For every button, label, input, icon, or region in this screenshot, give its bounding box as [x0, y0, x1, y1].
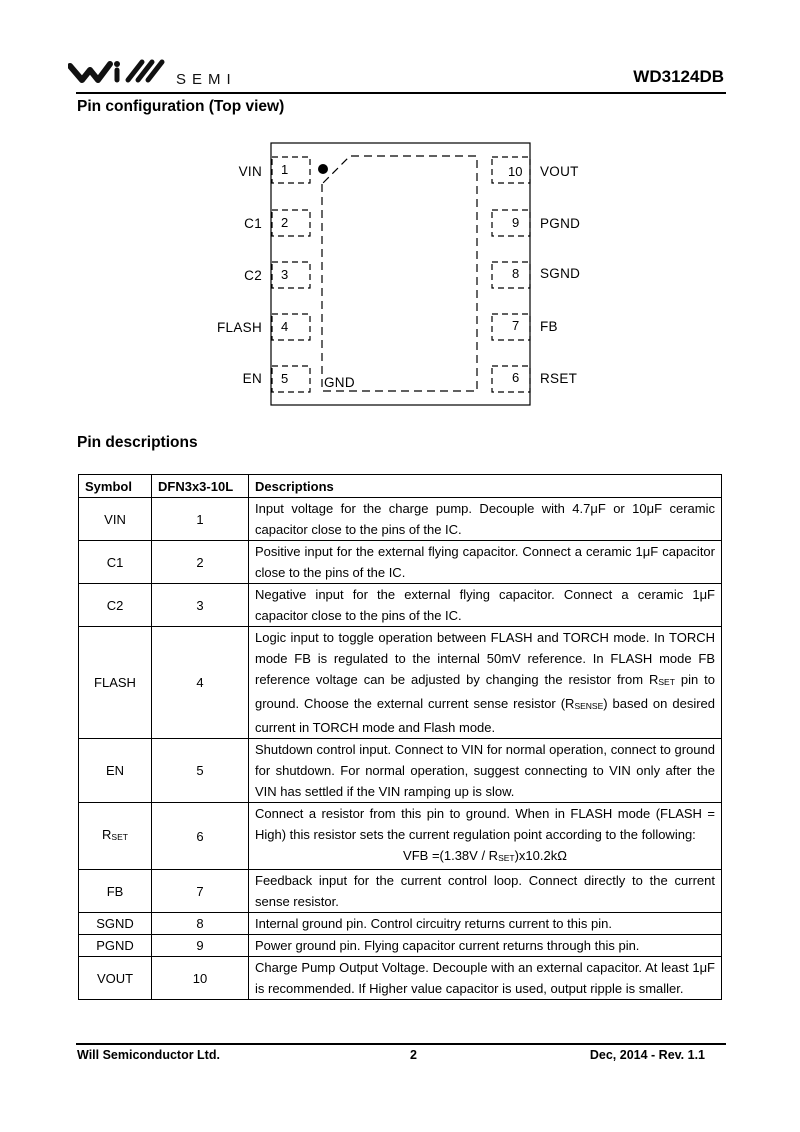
- cell-number: 2: [152, 541, 249, 584]
- pin-label-flash: FLASH: [216, 320, 262, 335]
- cell-description: [249, 803, 722, 870]
- table-row: [79, 935, 722, 957]
- cell-description: Power ground pin. Flying capacitor current returns through this pin.: [249, 935, 722, 957]
- pin-number-4: 4: [281, 319, 289, 334]
- pin-number-6: 6: [512, 370, 520, 385]
- header-descriptions: Descriptions: [249, 475, 722, 498]
- subscript: SET: [658, 677, 675, 687]
- desc-text: ) based on desired current in TORCH mode and Flash mode.: [255, 696, 715, 735]
- table-header-row: [79, 475, 722, 498]
- pin-description-table: [78, 474, 722, 1000]
- cell-number: 4: [152, 627, 249, 739]
- footer-company: Will Semiconductor Ltd.: [77, 1048, 220, 1062]
- cell-number: 3: [152, 584, 249, 627]
- desc-text: pin to ground. Choose the external current sense resistor (R: [255, 672, 715, 711]
- table-row: [79, 803, 722, 870]
- logo-mark-icon: [68, 58, 258, 88]
- pin-number-5: 5: [281, 371, 289, 386]
- pin-label-fb: FB: [540, 319, 558, 334]
- subscript: SET: [111, 832, 128, 842]
- cell-symbol: FLASH: [79, 627, 152, 739]
- cell-description: [249, 627, 722, 739]
- cell-number: 8: [152, 913, 249, 935]
- pin-number-7: 7: [512, 318, 520, 333]
- pin-label-vout: VOUT: [540, 164, 579, 179]
- cell-symbol: SGND: [79, 913, 152, 935]
- symbol-text: R: [102, 827, 112, 842]
- table-row: [79, 739, 722, 803]
- cell-symbol: [79, 803, 152, 870]
- pin-label-en: EN: [242, 371, 262, 386]
- cell-number: 5: [152, 739, 249, 803]
- pin-desc-title: Pin descriptions: [77, 434, 198, 451]
- cell-symbol: FB: [79, 870, 152, 913]
- logo-text: SEMI: [176, 71, 237, 88]
- pin-number-10: 10: [508, 164, 523, 179]
- footer-divider: [76, 1043, 726, 1045]
- cell-description: Input voltage for the charge pump. Decouple with 4.7μF or 10μF ceramic capacitor close to the pins of the IC.: [249, 498, 722, 541]
- cell-number: 6: [152, 803, 249, 870]
- pin-label-sgnd: SGND: [540, 266, 581, 281]
- table-row: [79, 913, 722, 935]
- cell-description: Internal ground pin. Control circuitry returns current to this pin.: [249, 913, 722, 935]
- pin-label-c2: C2: [244, 268, 262, 283]
- subscript: SET: [498, 853, 515, 863]
- header-divider: [76, 92, 726, 94]
- pin-number-9: 9: [512, 215, 520, 230]
- cell-number: 10: [152, 957, 249, 1000]
- pin-label-pgnd: PGND: [540, 216, 581, 231]
- cell-description: Feedback input for the current control loop. Connect directly to the current sense resistor.: [249, 870, 722, 913]
- formula-text: )x10.2kΩ: [514, 848, 567, 863]
- table-row: [79, 541, 722, 584]
- part-number: WD3124DB: [633, 67, 724, 86]
- table-row: [79, 957, 722, 1000]
- cell-symbol: EN: [79, 739, 152, 803]
- cell-symbol: VIN: [79, 498, 152, 541]
- table-row: [79, 498, 722, 541]
- pin-number-1: 1: [281, 162, 289, 177]
- table-row: [79, 870, 722, 913]
- desc-text: Connect a resistor from this pin to ground. When in FLASH mode (FLASH = High) this resistor sets the current regulation point according to the following:: [255, 806, 715, 842]
- footer-date-revision: Dec, 2014 - Rev. 1.1: [589, 1048, 705, 1062]
- pad-label-gnd: GND: [324, 375, 355, 390]
- formula: [255, 845, 715, 869]
- cell-symbol: C2: [79, 584, 152, 627]
- cell-symbol: PGND: [79, 935, 152, 957]
- formula-text: VFB =(1.38V / R: [403, 848, 499, 863]
- cell-description: Charge Pump Output Voltage. Decouple with an external capacitor. At least 1μF is recommended. If Higher value capacitor is used, output ripple is smaller.: [249, 957, 722, 1000]
- pin-number-3: 3: [281, 267, 289, 282]
- footer-page-number: 2: [410, 1048, 417, 1062]
- pin-label-vin: VIN: [238, 164, 262, 179]
- cell-symbol: VOUT: [79, 957, 152, 1000]
- pin-diagram: [200, 140, 600, 420]
- pin-number-2: 2: [281, 215, 289, 230]
- table-row: [79, 584, 722, 627]
- cell-symbol: C1: [79, 541, 152, 584]
- cell-number: 9: [152, 935, 249, 957]
- cell-description: Shutdown control input. Connect to VIN for normal operation, connect to ground for shutdown. For normal operation, suggest connecting to VIN only after the VIN has settled if the VIN ramping up is slow.: [249, 739, 722, 803]
- pin-number-8: 8: [512, 266, 520, 281]
- pin-config-title: Pin configuration (Top view): [77, 98, 285, 115]
- cell-description: Positive input for the external flying capacitor. Connect a ceramic 1μF capacitor close to the pins of the IC.: [249, 541, 722, 584]
- pin-label-rset: RSET: [540, 371, 578, 386]
- cell-number: 1: [152, 498, 249, 541]
- header-symbol: Symbol: [79, 475, 152, 498]
- cell-description: Negative input for the external flying capacitor. Connect a ceramic 1μF capacitor close to the pins of the IC.: [249, 584, 722, 627]
- pin-label-c1: C1: [244, 216, 262, 231]
- cell-number: 7: [152, 870, 249, 913]
- header-package: DFN3x3-10L: [152, 475, 249, 498]
- table-row: [79, 627, 722, 739]
- desc-text: Logic input to toggle operation between FLASH and TORCH mode. In TORCH mode FB is regulated to the internal 50mV reference. In FLASH mode FB reference voltage can be adjusted by changing the resistor from R: [255, 630, 715, 687]
- subscript: SENSE: [574, 701, 604, 711]
- will-semi-logo: [68, 58, 258, 88]
